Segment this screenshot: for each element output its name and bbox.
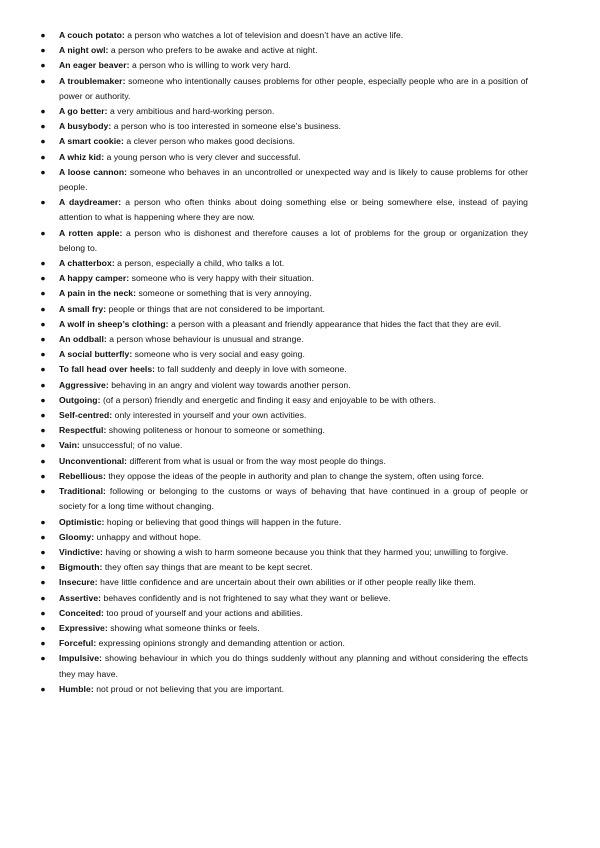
bullet-icon: ● bbox=[40, 546, 46, 557]
list-item bbox=[38, 165, 528, 195]
term-separator: : bbox=[102, 470, 106, 481]
term-separator: : bbox=[111, 258, 115, 269]
list-item bbox=[38, 256, 528, 271]
definition: only interested in yourself and your own activities. bbox=[112, 410, 307, 421]
list-item bbox=[38, 591, 528, 606]
list-item bbox=[38, 606, 528, 621]
definition: someone who behaves in an uncontrolled or unexpected way and is likely to cause problems for other people. bbox=[59, 166, 528, 193]
list-item bbox=[38, 150, 528, 165]
definition: having or showing a wish to harm someone because you think that they harmed you; unwilling to forgive. bbox=[102, 546, 509, 557]
term-separator: : bbox=[103, 425, 107, 436]
term: A rotten apple bbox=[59, 227, 120, 238]
definition: a person who prefers to be awake and active at night. bbox=[108, 45, 318, 56]
list-item bbox=[38, 302, 528, 317]
bullet-icon: ● bbox=[40, 683, 46, 694]
bullet-icon: ● bbox=[40, 638, 46, 649]
term-separator: : bbox=[121, 30, 125, 40]
term: A troublemaker bbox=[59, 75, 123, 86]
term: A couch potato bbox=[59, 30, 122, 40]
term-separator: : bbox=[97, 394, 101, 405]
bullet-icon: ● bbox=[40, 364, 46, 375]
term-separator: : bbox=[94, 577, 98, 588]
list-item bbox=[38, 134, 528, 149]
definition: someone or something that is very annoying. bbox=[136, 288, 312, 299]
definition: a person who often thinks about doing something else or being somewhere else, instead of paying attention to what is happening where they are now. bbox=[59, 197, 528, 223]
definition: a person who is willing to work very hard. bbox=[129, 60, 291, 71]
definition: they oppose the ideas of the people in authority and plan to change the system, often using force. bbox=[105, 470, 484, 481]
list-item bbox=[38, 575, 528, 590]
term: A wolf in sheep’s clothing bbox=[59, 318, 166, 329]
term-separator: : bbox=[121, 136, 124, 147]
term: A daydreamer bbox=[59, 197, 119, 208]
definition: following or belonging to the customs or ways of behaving that have continued in a group of people or society for a long time without changing. bbox=[59, 486, 528, 512]
definition: different from what is usual or from the way most people do things. bbox=[127, 455, 386, 466]
definition: unhappy and without hope. bbox=[94, 531, 202, 542]
definition: a person who is too interested in someone else’s business. bbox=[111, 121, 341, 132]
term: Aggressive bbox=[59, 379, 106, 390]
term-separator: : bbox=[129, 349, 133, 360]
bullet-icon: ● bbox=[40, 60, 46, 71]
list-item bbox=[38, 74, 528, 104]
bullet-icon: ● bbox=[40, 288, 46, 299]
term-separator: : bbox=[104, 106, 108, 117]
term: A happy camper bbox=[59, 273, 127, 284]
term-separator: : bbox=[101, 151, 105, 162]
term-separator: : bbox=[124, 166, 128, 177]
term-separator: : bbox=[105, 379, 109, 390]
bullet-icon: ● bbox=[40, 334, 46, 345]
bullet-icon: ● bbox=[40, 531, 46, 542]
list-item bbox=[38, 332, 528, 347]
term: A small fry bbox=[59, 303, 104, 314]
list-item bbox=[38, 226, 528, 256]
definition: unsuccessful; of no value. bbox=[79, 440, 183, 451]
definition: too proud of yourself and your actions and abilities. bbox=[103, 607, 303, 618]
term-separator: : bbox=[124, 455, 128, 466]
list-item bbox=[38, 484, 528, 514]
bullet-icon: ● bbox=[40, 577, 46, 588]
definition: showing politeness or honour to someone or something. bbox=[106, 425, 325, 436]
list-item bbox=[38, 393, 528, 408]
bullet-icon: ● bbox=[40, 592, 46, 603]
term-separator: : bbox=[104, 622, 108, 633]
bullet-icon: ● bbox=[40, 349, 46, 360]
list-item bbox=[38, 119, 528, 134]
list-item bbox=[38, 378, 528, 393]
bullet-icon: ● bbox=[40, 166, 46, 177]
term: Gloomy bbox=[59, 531, 92, 542]
term-separator: : bbox=[90, 683, 94, 694]
list-item bbox=[38, 682, 528, 697]
list-item bbox=[38, 28, 528, 43]
term-separator: : bbox=[152, 364, 156, 375]
term: Insecure bbox=[59, 577, 95, 588]
term-separator: : bbox=[165, 318, 169, 329]
term: A whiz kid bbox=[59, 151, 102, 162]
term: An eager beaver bbox=[59, 60, 127, 71]
bullet-icon: ● bbox=[40, 394, 46, 405]
vocabulary-list bbox=[38, 28, 528, 697]
term-separator: : bbox=[76, 440, 80, 451]
term-separator: : bbox=[99, 546, 103, 557]
bullet-icon: ● bbox=[40, 486, 46, 497]
list-item bbox=[38, 195, 528, 225]
list-item bbox=[38, 408, 528, 423]
list-item bbox=[38, 515, 528, 530]
list-item bbox=[38, 347, 528, 362]
list-item bbox=[38, 43, 528, 58]
term-separator: : bbox=[126, 60, 130, 71]
term: A pain in the neck bbox=[59, 288, 134, 299]
definition: (of a person) friendly and energetic and finding it easy and enjoyable to be with others. bbox=[100, 394, 437, 405]
term: Traditional bbox=[59, 486, 104, 497]
term-separator: : bbox=[105, 45, 109, 56]
definition: have little confidence and are uncertain about their own abilities or if other people really like them. bbox=[97, 577, 476, 588]
bullet-icon: ● bbox=[40, 30, 46, 40]
term: Impulsive bbox=[59, 653, 100, 664]
term-separator: : bbox=[122, 75, 126, 86]
bullet-icon: ● bbox=[40, 470, 46, 481]
list-item bbox=[38, 438, 528, 453]
definition: a person who watches a lot of television and doesn’t have an active life. bbox=[124, 30, 404, 40]
definition: someone who is very happy with their situation. bbox=[129, 273, 315, 284]
term-separator: : bbox=[99, 562, 103, 573]
definition: they often say things that are meant to be kept secret. bbox=[102, 562, 313, 573]
bullet-icon: ● bbox=[40, 455, 46, 466]
term: A night owl bbox=[59, 45, 106, 56]
list-item bbox=[38, 454, 528, 469]
term: Forceful bbox=[59, 638, 94, 649]
term: Bigmouth bbox=[59, 562, 100, 573]
list-item bbox=[38, 104, 528, 119]
term-separator: : bbox=[118, 197, 122, 208]
definition: someone who intentionally causes problems for other people, especially people who are in a position of power or authority. bbox=[59, 75, 528, 101]
list-item bbox=[38, 469, 528, 484]
bullet-icon: ● bbox=[40, 318, 46, 329]
term-separator: : bbox=[101, 516, 105, 527]
list-item bbox=[38, 651, 528, 681]
term-separator: : bbox=[126, 273, 130, 284]
bullet-icon: ● bbox=[40, 197, 46, 208]
definition: to fall suddenly and deeply in love with someone. bbox=[155, 364, 347, 375]
definition: showing behaviour in which you do things suddenly without any planning and without considering the effects they may have. bbox=[59, 653, 528, 679]
term-separator: : bbox=[109, 410, 113, 421]
term-separator: : bbox=[133, 288, 137, 299]
definition: a clever person who makes good decisions. bbox=[123, 136, 296, 147]
bullet-icon: ● bbox=[40, 106, 46, 117]
definition: showing what someone thinks or feels. bbox=[107, 622, 260, 633]
bullet-icon: ● bbox=[40, 151, 46, 162]
bullet-icon: ● bbox=[40, 379, 46, 390]
term-separator: : bbox=[101, 607, 104, 618]
term: A loose cannon bbox=[59, 166, 125, 177]
term: A go better bbox=[59, 106, 105, 117]
definition: people or things that are not considered to be important. bbox=[106, 303, 325, 314]
bullet-icon: ● bbox=[40, 136, 46, 147]
term: Vain bbox=[59, 440, 77, 451]
term: Rebellious bbox=[59, 470, 103, 481]
term: Respectful bbox=[59, 425, 104, 436]
bullet-icon: ● bbox=[40, 425, 46, 436]
bullet-icon: ● bbox=[40, 622, 46, 633]
term: Unconventional bbox=[59, 455, 125, 466]
term: A social butterfly bbox=[59, 349, 130, 360]
list-item bbox=[38, 423, 528, 438]
bullet-icon: ● bbox=[40, 410, 46, 421]
list-item bbox=[38, 317, 528, 332]
list-item bbox=[38, 362, 528, 377]
list-item bbox=[38, 58, 528, 73]
term-separator: : bbox=[103, 303, 107, 314]
term-separator: : bbox=[119, 227, 123, 238]
definition: a person with a pleasant and friendly appearance that hides the fact that they are evil. bbox=[168, 318, 502, 329]
bullet-icon: ● bbox=[40, 75, 46, 86]
definition: a person, especially a child, who talks a lot. bbox=[114, 258, 285, 269]
term: Assertive bbox=[59, 592, 99, 603]
list-item bbox=[38, 621, 528, 636]
bullet-icon: ● bbox=[40, 227, 46, 238]
list-item bbox=[38, 271, 528, 286]
term-separator: : bbox=[103, 486, 106, 497]
definition: a very ambitious and hard-working person. bbox=[107, 106, 275, 117]
term: To fall head over heels bbox=[59, 364, 153, 375]
definition: a young person who is very clever and successful. bbox=[104, 151, 301, 162]
bullet-icon: ● bbox=[40, 562, 46, 573]
term: A chatterbox bbox=[59, 258, 112, 269]
bullet-icon: ● bbox=[40, 258, 46, 269]
definition: a person who is dishonest and therefore causes a lot of problems for the group or organization they belong to. bbox=[59, 227, 528, 253]
list-item bbox=[38, 530, 528, 545]
term: Vindictive bbox=[59, 546, 100, 557]
bullet-icon: ● bbox=[40, 303, 46, 314]
definition: a person whose behaviour is unusual and strange. bbox=[106, 334, 304, 345]
list-item bbox=[38, 286, 528, 301]
term: Self-centred bbox=[59, 410, 110, 421]
bullet-icon: ● bbox=[40, 653, 46, 664]
bullet-icon: ● bbox=[40, 273, 46, 284]
bullet-icon: ● bbox=[40, 440, 46, 451]
term: A busybody bbox=[59, 121, 109, 132]
list-item bbox=[38, 545, 528, 560]
term: A smart cookie bbox=[59, 136, 121, 147]
term-separator: : bbox=[108, 121, 112, 132]
definition: expressing opinions strongly and demanding attention or action. bbox=[96, 638, 345, 649]
term-separator: : bbox=[103, 334, 107, 345]
term: Outgoing bbox=[59, 394, 98, 405]
definition: not proud or not believing that you are important. bbox=[93, 683, 285, 694]
term: Conceited bbox=[59, 607, 101, 618]
term: Optimistic bbox=[59, 516, 102, 527]
list-item bbox=[38, 560, 528, 575]
bullet-icon: ● bbox=[40, 45, 46, 56]
definition: hoping or believing that good things will happen in the future. bbox=[104, 516, 342, 527]
term: An oddball bbox=[59, 334, 104, 345]
term-separator: : bbox=[98, 592, 102, 603]
definition: someone who is very social and easy going. bbox=[132, 349, 305, 360]
bullet-icon: ● bbox=[40, 607, 46, 618]
term: Humble bbox=[59, 683, 91, 694]
term: Expressive bbox=[59, 622, 105, 633]
term-separator: : bbox=[91, 531, 95, 542]
definition: behaves confidently and is not frightened to say what they want or believe. bbox=[101, 592, 391, 603]
bullet-icon: ● bbox=[40, 516, 46, 527]
term-separator: : bbox=[99, 653, 103, 664]
definition: behaving in an angry and violent way towards another person. bbox=[108, 379, 351, 390]
bullet-icon: ● bbox=[40, 121, 46, 132]
list-item bbox=[38, 636, 528, 651]
term-separator: : bbox=[93, 638, 97, 649]
